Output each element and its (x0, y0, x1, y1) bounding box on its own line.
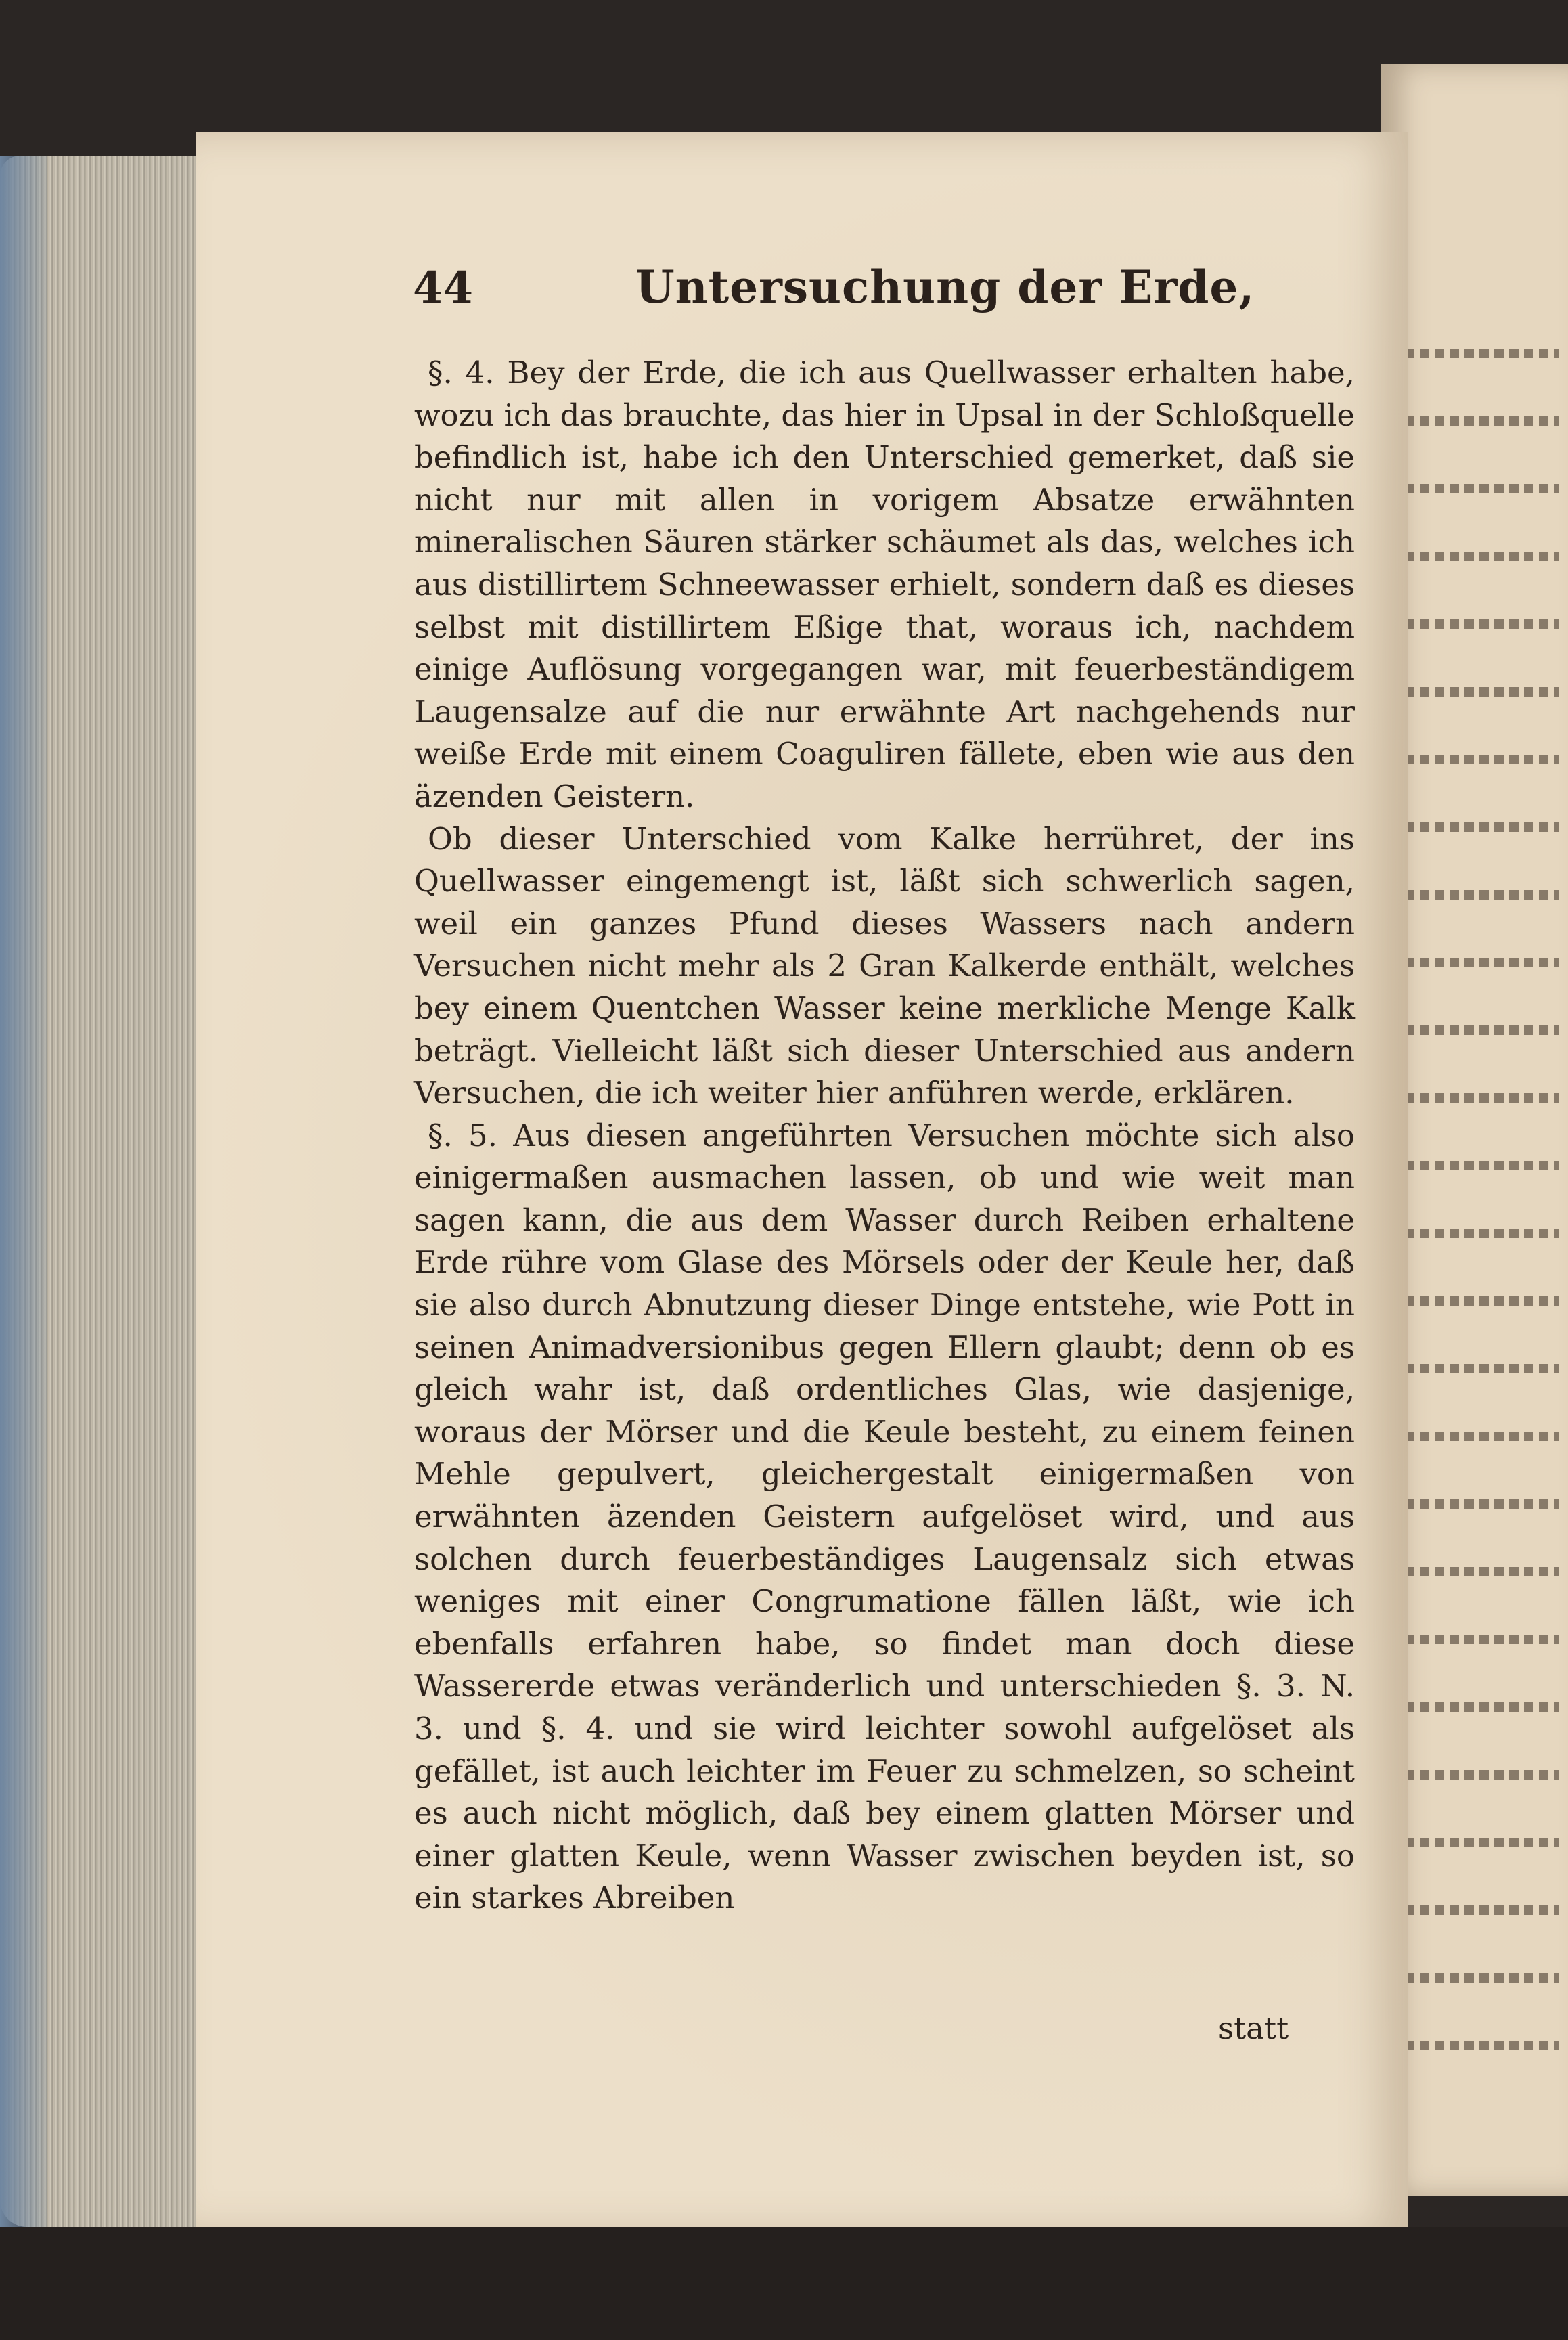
facing-text-line (1390, 1905, 1559, 1915)
paragraph-ob-dieser: Ob dieser Unterschied vom Kalke herrühret, der ins Quellwasser eingemengt ist, läßt sich schwerlich sagen, weil ein ganzes Pfund dieses Wassers nach andern Versuchen nicht mehr als 2 Gran Kalkerde enthält, welches bey einem Quentchen Wasser keine merkliche Menge Kalk beträgt. Vielleicht läßt sich dieser Unterschied aus andern Versuchen, die ich weiter hier anführen werde, erklären. (414, 820, 1355, 1111)
facing-text-line (1390, 1838, 1559, 1847)
page-edges-left (0, 156, 196, 2227)
facing-text-line (1390, 1296, 1559, 1306)
running-head: Untersuchung der Erde, (635, 261, 1255, 313)
paragraph-section-5: §. 5. Aus diesen angeführten Versuchen möchte sich also einigermaßen ausmachen lassen, ob und wie weit man sagen kann, die aus dem Wasser durch Reiben erhaltene Erde rühre vom Glase des Mörsels oder der Keule her, daß sie also durch Abnutzung dieser Dinge entstehe, wie Pott in seinen Animadversionibus gegen Ellern glaubt; denn ob es gleich wahr ist, daß ordentliches Glas, wie dasjenige, woraus der Mörser und die Keule besteht, zu einem feinen Mehle gepulvert, gleichergestalt einigermaßen von erwähnten äzenden Geistern aufgelöset wird, und aus solchen durch feuerbeständiges Laugensalz sich etwas weniges mit einer Congrumatione fällen läßt, wie ich ebenfalls erfahren habe, so findet man doch diese Wassererde etwas veränderlich und unterschieden §. 3. N. 3. und §. 4. und sie wird leichter sowohl aufgelöset als gefället, ist auch leichter im Feuer zu schmelzen, so scheint es auch nicht möglich, daß bey einem glatten Mörser und einer glatten Keule, wenn Wasser zwischen beyden ist, so ein starkes Abreiben (414, 1117, 1355, 1916)
facing-text-line (1390, 890, 1559, 900)
facing-text-line (1390, 1635, 1559, 1644)
background-bottom (0, 2227, 1568, 2340)
facing-text-line (1390, 349, 1559, 358)
facing-text-line (1390, 1364, 1559, 1373)
facing-text-line (1390, 687, 1559, 697)
facing-text-line (1390, 1432, 1559, 1441)
facing-text-line (1390, 552, 1559, 561)
facing-text-line (1390, 958, 1559, 967)
facing-text-line (1390, 1499, 1559, 1509)
facing-text-line (1390, 1567, 1559, 1576)
facing-text-line (1390, 416, 1559, 426)
facing-text-line (1390, 755, 1559, 764)
body-text (414, 352, 1355, 1920)
facing-text-line (1390, 484, 1559, 493)
facing-text-line (1390, 1093, 1559, 1103)
facing-text-line (1390, 2041, 1559, 2050)
facing-text-line (1390, 1702, 1559, 1712)
facing-text-line (1390, 1770, 1559, 1780)
facing-text-line (1390, 1161, 1559, 1170)
page-number: 44 (413, 263, 474, 313)
facing-text-line (1390, 1229, 1559, 1238)
paragraph-section-4: §. 4. Bey der Erde, die ich aus Quellwasser erhalten habe, wozu ich das brauchte, das hier in Upsal in der Schloßquelle befindlich ist, habe ich den Unterschied gemerket, daß sie nicht nur mit allen in vorigem Absatze erwähnten mineralischen Säuren stärker schäumet als das, welches ich aus distillirtem Schneewasser erhielt, sondern daß es dieses selbst mit distillirtem Eßige that, woraus ich, nachdem einige Auflösung vorgegangen war, mit feuerbeständigem Laugensalze auf die nur erwähnte Art nachgehends nur weiße Erde mit einem Coaguliren fällete, eben wie aus den äzenden Geistern. (414, 355, 1355, 814)
facing-page-fragment (1381, 64, 1568, 2196)
facing-text-line (1390, 619, 1559, 629)
facing-text-line (1390, 1973, 1559, 1983)
facing-text-line (1390, 822, 1559, 832)
page-header (413, 261, 1379, 335)
catchword: statt (1218, 2010, 1289, 2046)
facing-text-line (1390, 1025, 1559, 1035)
